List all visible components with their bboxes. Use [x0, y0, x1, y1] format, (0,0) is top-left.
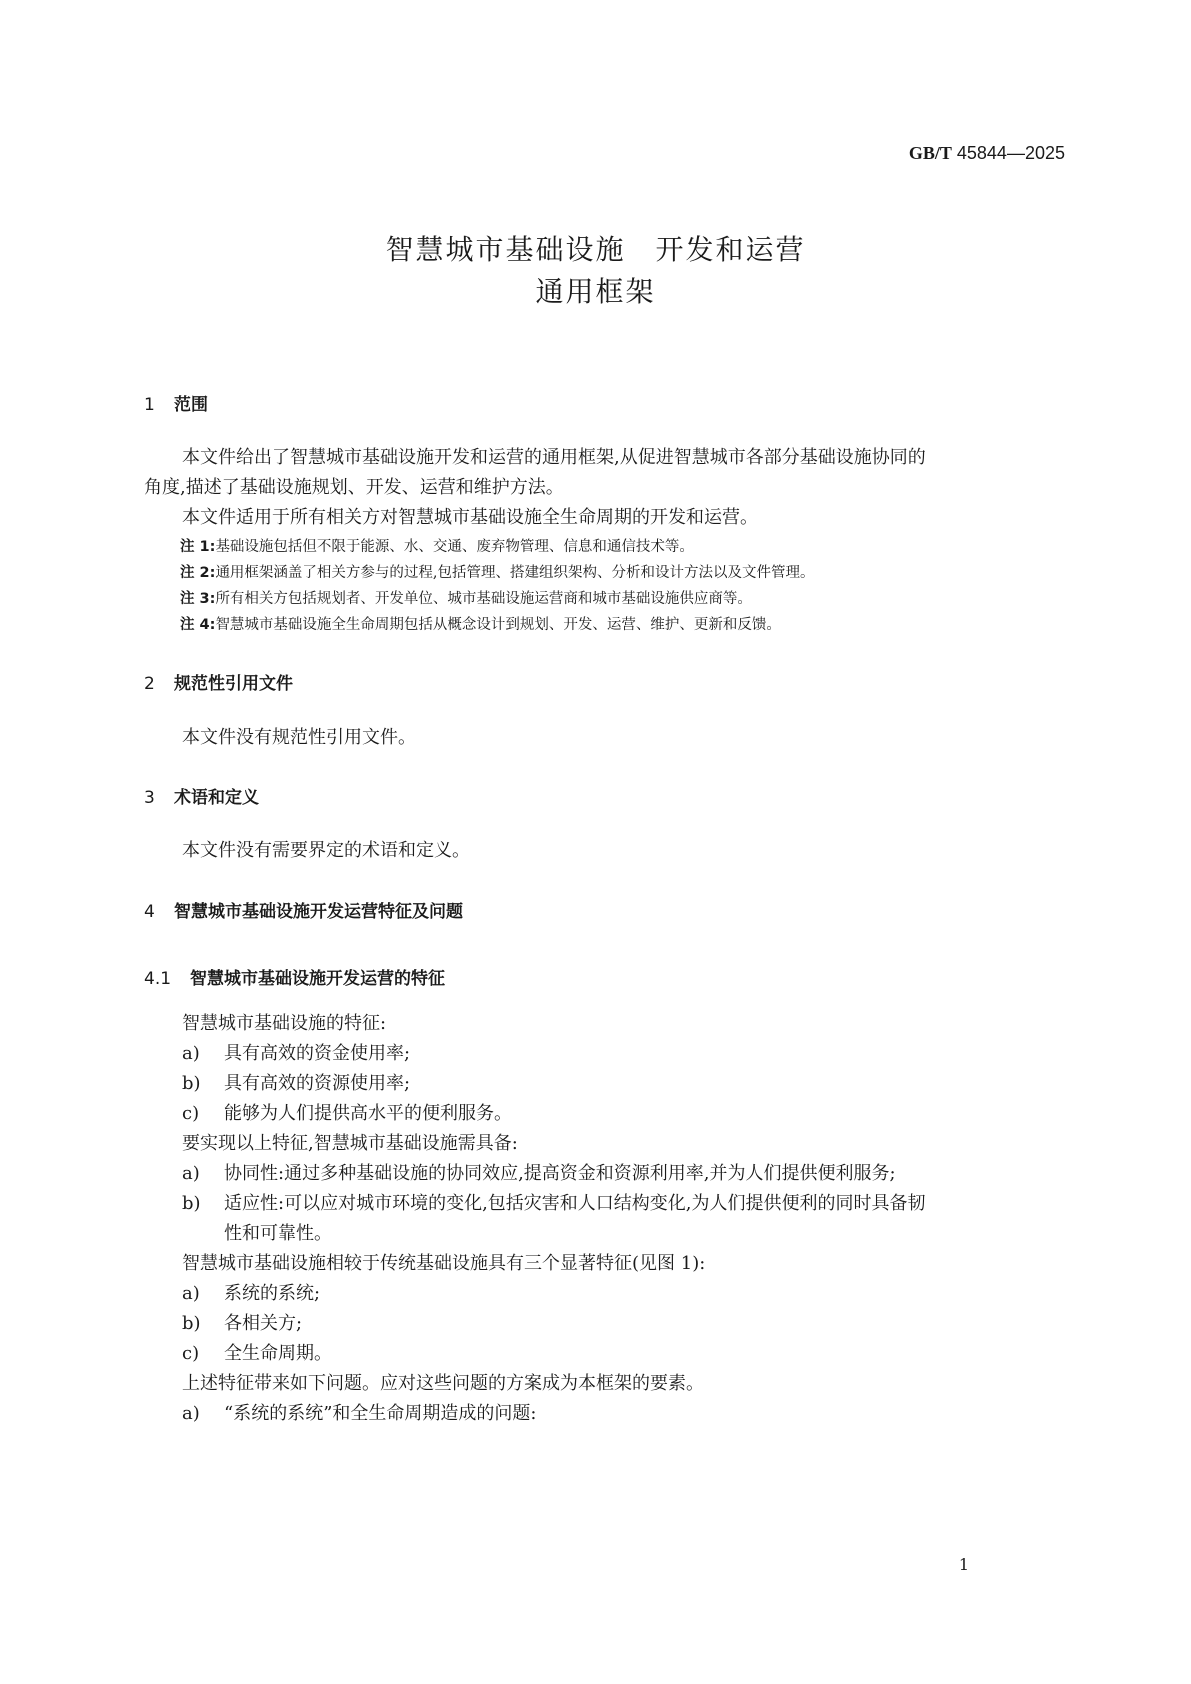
section-2-heading	[144, 669, 293, 694]
list-marker: a)	[182, 1163, 200, 1184]
document-title-line1: 智慧城市基础设施 开发和运营	[385, 233, 806, 266]
list-marker: a)	[182, 1043, 200, 1064]
section-3-heading	[144, 783, 259, 808]
note-label: 注 4:	[180, 617, 216, 633]
list-text: 系统的系统;	[224, 1283, 321, 1304]
list-text: 具有高效的资源使用率;	[224, 1073, 411, 1094]
list-marker: a)	[182, 1403, 200, 1424]
requirements-intro: 要实现以上特征,智慧城市基础设施需具备:	[182, 1133, 518, 1154]
section-4-heading	[144, 897, 463, 922]
section-number: 2	[144, 674, 155, 694]
section-number: 4	[144, 902, 155, 922]
section-number: 4.1	[144, 969, 172, 989]
page-number: 1	[958, 1555, 969, 1574]
section-title: 范围	[174, 395, 208, 415]
list-item	[182, 1189, 926, 1215]
section-number: 3	[144, 788, 155, 808]
scope-para1-line1: 本文件给出了智慧城市基础设施开发和运营的通用框架,从促进智慧城市各部分基础设施协同的	[182, 447, 926, 468]
standard-code	[909, 143, 1065, 164]
issues-intro: 上述特征带来如下问题。应对这些问题的方案成为本框架的要素。	[182, 1373, 704, 1394]
note-label: 注 1:	[180, 539, 216, 555]
section-4-1-heading	[144, 964, 445, 989]
section-title: 术语和定义	[174, 788, 259, 808]
list-text: 协同性:通过多种基础设施的协同效应,提高资金和资源利用率,并为人们提供便利服务;	[224, 1163, 896, 1184]
list-item	[182, 1309, 302, 1335]
list-marker: c)	[182, 1103, 200, 1124]
list-item	[182, 1279, 320, 1305]
distinct-features-intro: 智慧城市基础设施相较于传统基础设施具有三个显著特征(见图 1):	[182, 1253, 706, 1274]
list-marker: b)	[182, 1313, 201, 1334]
note-2	[180, 561, 815, 582]
note-3	[180, 587, 752, 608]
list-marker: a)	[182, 1283, 200, 1304]
section-title: 智慧城市基础设施开发运营特征及问题	[174, 902, 463, 922]
scope-para2: 本文件适用于所有相关方对智慧城市基础设施全生命周期的开发和运营。	[182, 507, 758, 528]
list-item	[182, 1159, 896, 1185]
list-marker: b)	[182, 1073, 201, 1094]
document-title-line2: 通用框架	[535, 275, 656, 308]
section-title: 智慧城市基础设施开发运营的特征	[190, 969, 445, 989]
standard-number: 45844—2025	[956, 143, 1065, 163]
note-4	[180, 613, 781, 634]
note-text: 所有相关方包括规划者、开发单位、城市基础设施运营商和城市基础设施供应商等。	[215, 591, 752, 607]
list-text: 具有高效的资金使用率;	[224, 1043, 411, 1064]
standard-prefix: GB/T	[908, 143, 952, 163]
scope-para1-line2: 角度,描述了基础设施规划、开发、运营和维护方法。	[144, 477, 564, 498]
list-text: 适应性:可以应对城市环境的变化,包括灾害和人口结构变化,为人们提供便利的同时具备韧	[224, 1193, 926, 1214]
normative-refs-para: 本文件没有规范性引用文件。	[182, 727, 416, 748]
features-intro: 智慧城市基础设施的特征:	[182, 1013, 387, 1034]
list-item	[182, 1339, 332, 1365]
list-marker: c)	[182, 1343, 200, 1364]
list-text: 能够为人们提供高水平的便利服务。	[224, 1103, 512, 1124]
list-text: “系统的系统”和全生命周期造成的问题:	[224, 1403, 537, 1424]
note-label: 注 3:	[180, 591, 216, 607]
note-label: 注 2:	[180, 565, 216, 581]
note-text: 基础设施包括但不限于能源、水、交通、废弃物管理、信息和通信技术等。	[215, 539, 694, 555]
section-1-heading	[144, 390, 208, 415]
note-text: 通用框架涵盖了相关方参与的过程,包括管理、搭建组织架构、分析和设计方法以及文件管理。	[215, 565, 815, 581]
section-title: 规范性引用文件	[174, 674, 293, 694]
list-item	[182, 1039, 410, 1065]
terms-para: 本文件没有需要界定的术语和定义。	[182, 840, 470, 861]
list-marker: b)	[182, 1193, 201, 1214]
note-1	[180, 535, 694, 556]
list-item-continuation: 性和可靠性。	[224, 1223, 332, 1244]
list-item	[182, 1069, 410, 1095]
note-text: 智慧城市基础设施全生命周期包括从概念设计到规划、开发、运营、维护、更新和反馈。	[215, 617, 781, 633]
list-item	[182, 1399, 536, 1425]
list-item	[182, 1099, 512, 1125]
section-number: 1	[144, 395, 155, 415]
list-text: 各相关方;	[224, 1313, 303, 1334]
list-text: 全生命周期。	[224, 1343, 332, 1364]
